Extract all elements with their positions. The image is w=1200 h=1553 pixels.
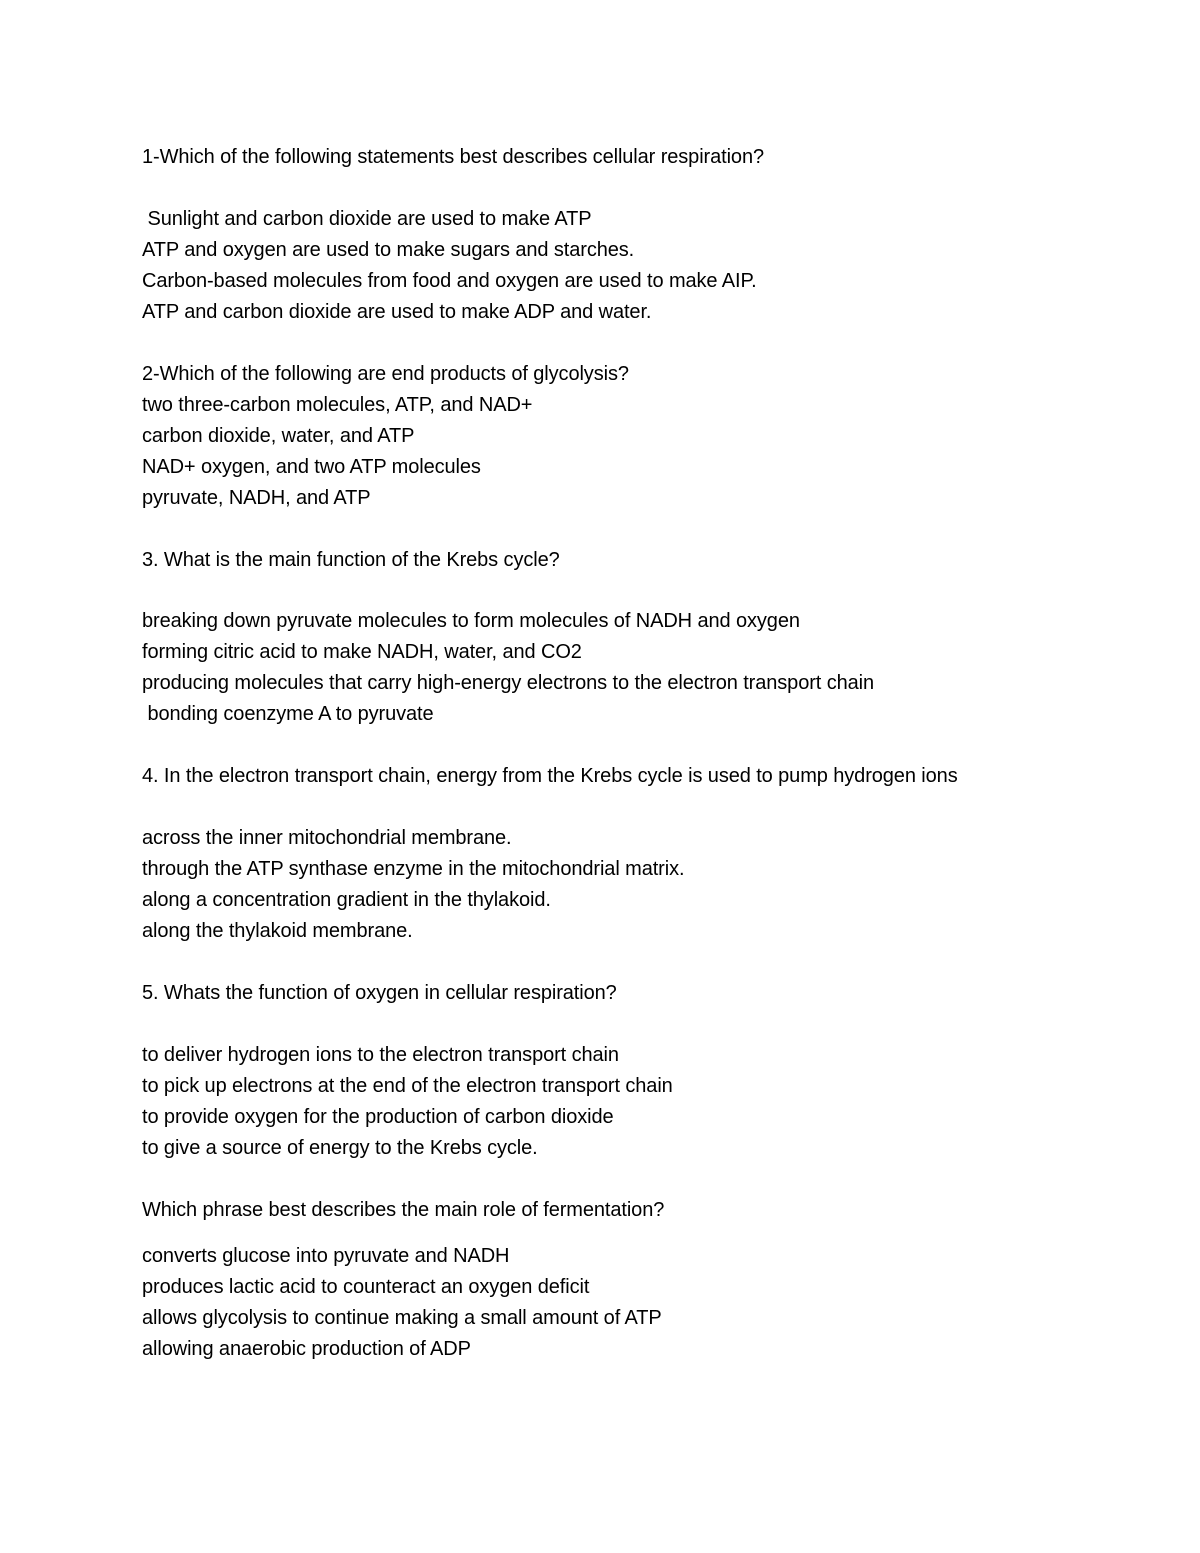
question-2-option-b: carbon dioxide, water, and ATP [142, 425, 415, 447]
question-1-option-b: ATP and oxygen are used to make sugars and starches. [142, 239, 635, 261]
question-4-text: 4. In the electron transport chain, energy from the Krebs cycle is used to pump hydrogen ions [142, 765, 958, 787]
question-6-option-b: produces lactic acid to counteract an oxygen deficit [142, 1276, 590, 1298]
question-3-option-b: forming citric acid to make NADH, water, and CO2 [142, 641, 582, 663]
question-6-option-c: allows glycolysis to continue making a small amount of ATP [142, 1307, 662, 1329]
question-2-text: 2-Which of the following are end products of glycolysis? [142, 363, 629, 385]
question-4-option-a: across the inner mitochondrial membrane. [142, 827, 512, 849]
question-5-option-b: to pick up electrons at the end of the electron transport chain [142, 1075, 673, 1097]
question-2-option-d: pyruvate, NADH, and ATP [142, 487, 371, 509]
question-3-option-a: breaking down pyruvate molecules to form molecules of NADH and oxygen [142, 610, 800, 632]
question-1-option-d: ATP and carbon dioxide are used to make ADP and water. [142, 301, 652, 323]
question-5-text: 5. Whats the function of oxygen in cellular respiration? [142, 982, 617, 1004]
question-1-text: 1-Which of the following statements best describes cellular respiration? [142, 146, 764, 168]
question-3-option-c: producing molecules that carry high-energy electrons to the electron transport chain [142, 672, 875, 694]
question-3-option-d: bonding coenzyme A to pyruvate [142, 703, 434, 725]
question-2-option-c: NAD+ oxygen, and two ATP molecules [142, 456, 481, 478]
question-1-option-a: Sunlight and carbon dioxide are used to make ATP [142, 208, 592, 230]
question-4-option-b: through the ATP synthase enzyme in the mitochondrial matrix. [142, 858, 685, 880]
question-6-option-a: converts glucose into pyruvate and NADH [142, 1245, 510, 1267]
question-5-option-d: to give a source of energy to the Krebs cycle. [142, 1137, 538, 1159]
question-6-option-d: allowing anaerobic production of ADP [142, 1338, 471, 1360]
question-3-text: 3. What is the main function of the Krebs cycle? [142, 549, 560, 571]
question-1-option-c: Carbon-based molecules from food and oxygen are used to make AIP. [142, 270, 757, 292]
question-4-option-c: along a concentration gradient in the thylakoid. [142, 889, 551, 911]
question-4-option-d: along the thylakoid membrane. [142, 920, 413, 942]
question-5-option-c: to provide oxygen for the production of carbon dioxide [142, 1106, 614, 1128]
question-2-option-a: two three-carbon molecules, ATP, and NAD+ [142, 394, 533, 416]
question-5-option-a: to deliver hydrogen ions to the electron transport chain [142, 1044, 619, 1066]
question-6-text: Which phrase best describes the main role of fermentation? [142, 1199, 665, 1221]
